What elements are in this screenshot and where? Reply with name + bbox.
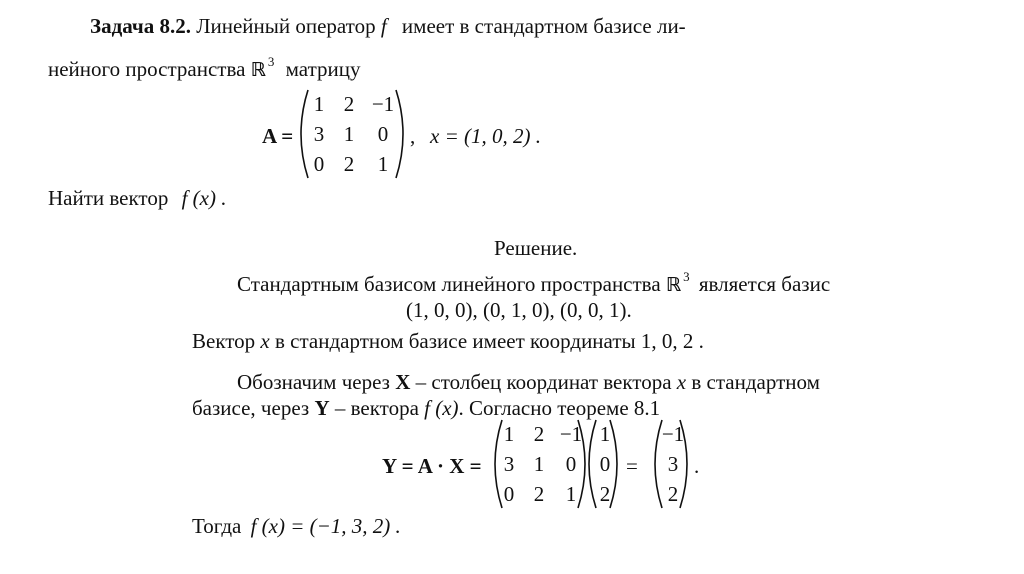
problem-title: Задача 8.2. (90, 14, 191, 38)
solution-heading: Решение. (494, 236, 578, 260)
answer-text: Тогда (192, 514, 242, 538)
problem-line-1 (90, 14, 686, 39)
operator-f: f (380, 14, 387, 38)
vector-x-definition: x = (1, 0, 2) . (430, 124, 541, 148)
coords-line (192, 329, 704, 354)
matrix-A-cell: 3 (313, 122, 325, 146)
problem-text-1-rest: имеет в стандартном базисе ли- (401, 14, 686, 38)
notation-line-1 (237, 370, 820, 395)
equation-end: . (694, 454, 700, 478)
vector-X-cell: 1 (599, 422, 611, 446)
coords-x: x (260, 329, 270, 353)
eq-matrix-A-cell: 0 (503, 482, 515, 506)
basis-line-1 (237, 269, 831, 297)
matrix-A-cell: 2 (343, 92, 355, 116)
vector-X-cell: 0 (599, 452, 611, 476)
vector-Y-cell: −1 (661, 422, 685, 446)
matrix-A-cell: 2 (343, 152, 355, 176)
notation2-fx: f (x) (424, 396, 459, 420)
vector-Y-cell: 2 (667, 482, 679, 506)
basis-text-rest: является базис (698, 272, 831, 296)
eq-matrix-A-cell: 1 (503, 422, 515, 446)
eq-matrix-A-cell: 1 (565, 482, 577, 506)
real-space-dim: 3 (267, 54, 275, 69)
coords-text-b: в стандартном базисе имеет координаты 1, 0, 2 . (274, 329, 704, 353)
real-space-dim: 3 (683, 269, 690, 284)
task-text: Найти вектор (48, 186, 169, 210)
problem-text-2-rest: матрицу (285, 57, 361, 81)
vector-Y-cell: 3 (667, 452, 679, 476)
matrix-A-cell: 1 (313, 92, 325, 116)
notation-x: x (676, 370, 687, 394)
vector-X-right-paren (606, 418, 628, 510)
matrix-A-cell: 1 (377, 152, 389, 176)
eq-matrix-A-cell: 2 (533, 422, 545, 446)
problem-line-2 (48, 54, 361, 82)
answer-value: f (x) = (−1, 3, 2) . (250, 514, 401, 538)
vector-X-cell: 2 (599, 482, 611, 506)
answer-line (192, 514, 401, 539)
notation-Y: Y (314, 396, 330, 420)
notation-text-c: в стандартном (691, 370, 820, 394)
real-space-symbol: ℝ (250, 59, 266, 81)
matrix-A-cell: −1 (371, 92, 395, 116)
basis-vectors: (1, 0, 0), (0, 1, 0), (0, 0, 1). (406, 298, 632, 322)
eq-matrix-A-cell: 0 (565, 452, 577, 476)
eq-matrix-A-cell: −1 (559, 422, 583, 446)
notation2-text-c: . Согласно теореме 8.1 (458, 396, 661, 420)
equation-lhs: Y = A · X = (382, 454, 482, 478)
equals-sign: = (626, 454, 638, 478)
matrix-A-label: A = (262, 124, 294, 148)
coords-text-a: Вектор (192, 329, 256, 353)
problem-text-2: нейного пространства (48, 57, 246, 81)
matrix-A-cell: 0 (377, 122, 389, 146)
notation-X: X (395, 370, 411, 394)
matrix-A-cell: 1 (343, 122, 355, 146)
eq-matrix-A-cell: 2 (533, 482, 545, 506)
eq-matrix-A-cell: 1 (533, 452, 545, 476)
problem-text-1: Линейный оператор (196, 14, 376, 38)
notation2-text-b: – вектора (334, 396, 419, 420)
basis-text: Стандартным базисом линейного пространства (237, 272, 661, 296)
matrix-A-comma: , (410, 124, 416, 148)
real-space-symbol: ℝ (665, 274, 682, 296)
eq-matrix-A-cell: 3 (503, 452, 515, 476)
task-fx: f (x) . (181, 186, 227, 210)
notation-text-b: – столбец координат вектора (415, 370, 672, 394)
notation2-text-a: базисе, через (192, 396, 310, 420)
task-line (48, 186, 227, 211)
matrix-A-cell: 0 (313, 152, 325, 176)
notation-text-a: Обозначим через (237, 370, 390, 394)
